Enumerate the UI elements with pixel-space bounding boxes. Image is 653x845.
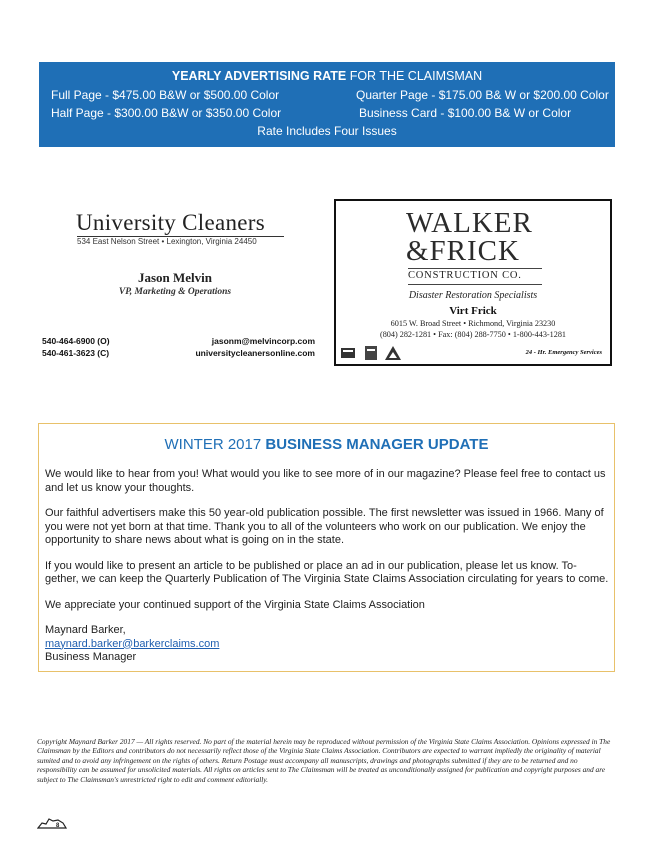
rate-half-page: Half Page - $300.00 B&W or $350.00 Color — [51, 106, 282, 120]
cleaners-contact-role: VP, Marketing & Operations — [118, 287, 232, 297]
rate-quarter-page: Quarter Page - $175.00 B& W or $200.00 Color — [356, 88, 609, 102]
advertising-rate-banner — [39, 62, 615, 147]
page-number-badge — [37, 814, 67, 832]
cleaners-contact-name: Jason Melvin — [137, 270, 213, 285]
cleaners-email: jasonm@melvincorp.com — [211, 336, 315, 346]
cleaners-website: universitycleanersonline.com — [195, 348, 315, 358]
business-manager-update — [38, 423, 615, 672]
update-paragraph-2: Our faithful advertisers make this 50 year-old publication possible. The first newsletter was issued in 1966. Many of you were not yet born at that time. Thank you to all of the volunteers who work on our publication. We enjoy the opportunity to share news about what is going on in the state. — [45, 507, 604, 546]
signature-title: Business Manager — [45, 651, 137, 663]
update-paragraph-1: We would like to hear from you! What would you like to see more of in our magazine? Please feel free to contact us and let us know your thoughts. — [45, 468, 606, 494]
walker-phones: (804) 282-1281 • Fax: (804) 288-7750 • 1-800-443-1281 — [379, 330, 567, 339]
signature-email-link[interactable]: maynard.barker@barkerclaims.com — [45, 637, 220, 650]
walker-company: CONSTRUCTION CO. — [408, 270, 522, 281]
update-title: WINTER 2017 BUSINESS MANAGER UPDATE — [164, 436, 489, 453]
copyright-notice: Copyright Maynard Barker 2017 — All rights reserved. No part of the material herein may be reproduced without permission of the Virginia State Claims Association. Opinions expressed in The Claimsman by the Editors and contributors do not necessarily reflect those of the Virginia State Claims Association. Contributors are expected to warrant impliedly the originality of material sumited and to avoid any infringement on the rights of others. Return Postage must accompany all manuscripts, drawings and photographs submitted if they are to be returned and no responsibility can be assumed for unsolicited materials. All rights on articles sent to The Claimsman will be treated as unconditionally assigned for publication and copyright purposes and are subject to The Claimsman's unrestricted right to edit and comment editorially. — [37, 737, 611, 784]
ad-university-cleaners — [40, 205, 320, 365]
update-body — [45, 468, 610, 665]
rate-business-card: Business Card - $100.00 B& W or Color — [359, 106, 572, 120]
walker-name-top: WALKER — [406, 207, 533, 239]
walker-divider — [408, 268, 542, 269]
ad-walker-frick — [334, 199, 612, 366]
walker-emergency-services: 24 - Hr. Emergency Services — [525, 349, 602, 356]
walker-specialty: Disaster Restoration Specialists — [408, 290, 538, 301]
rate-full-page: Full Page - $475.00 B&W or $500.00 Color — [51, 88, 280, 102]
association-logo-1-icon — [341, 348, 355, 358]
walker-address: 6015 W. Broad Street • Richmond, Virginia 23230 — [390, 319, 556, 328]
walker-contact-name: Virt Frick — [449, 305, 497, 317]
cleaners-phone-office: 540-464-6900 (O) — [42, 336, 110, 346]
walker-name-bottom: &FRICK — [406, 235, 520, 267]
update-paragraph-4: We appreciate your continued support of the Virginia State Claims Association — [45, 598, 425, 611]
walker-divider-2 — [408, 284, 542, 285]
cleaners-phone-cell: 540-461-3623 (C) — [42, 348, 110, 358]
cleaners-business-name: University Cleaners — [76, 210, 266, 235]
association-logos-icon — [341, 344, 411, 362]
rate-title: YEARLY ADVERTISING RATE FOR THE CLAIMSMAN — [171, 69, 483, 83]
rate-note: Rate Includes Four Issues — [257, 124, 397, 138]
association-logo-2-icon — [365, 346, 377, 360]
update-paragraph-3: If you would like to present an article to be published or place an ad in our publication, please let us know. To-gether, we can keep the Quarterly Publication of The Virginia State Claims Association circulating for years to come. — [45, 559, 609, 585]
virginia-outline-icon — [38, 819, 66, 828]
cleaners-address: 534 East Nelson Street • Lexington, Virginia 24450 — [77, 237, 257, 246]
page-number: 8 — [56, 823, 60, 829]
signature-name: Maynard Barker, — [45, 624, 126, 636]
